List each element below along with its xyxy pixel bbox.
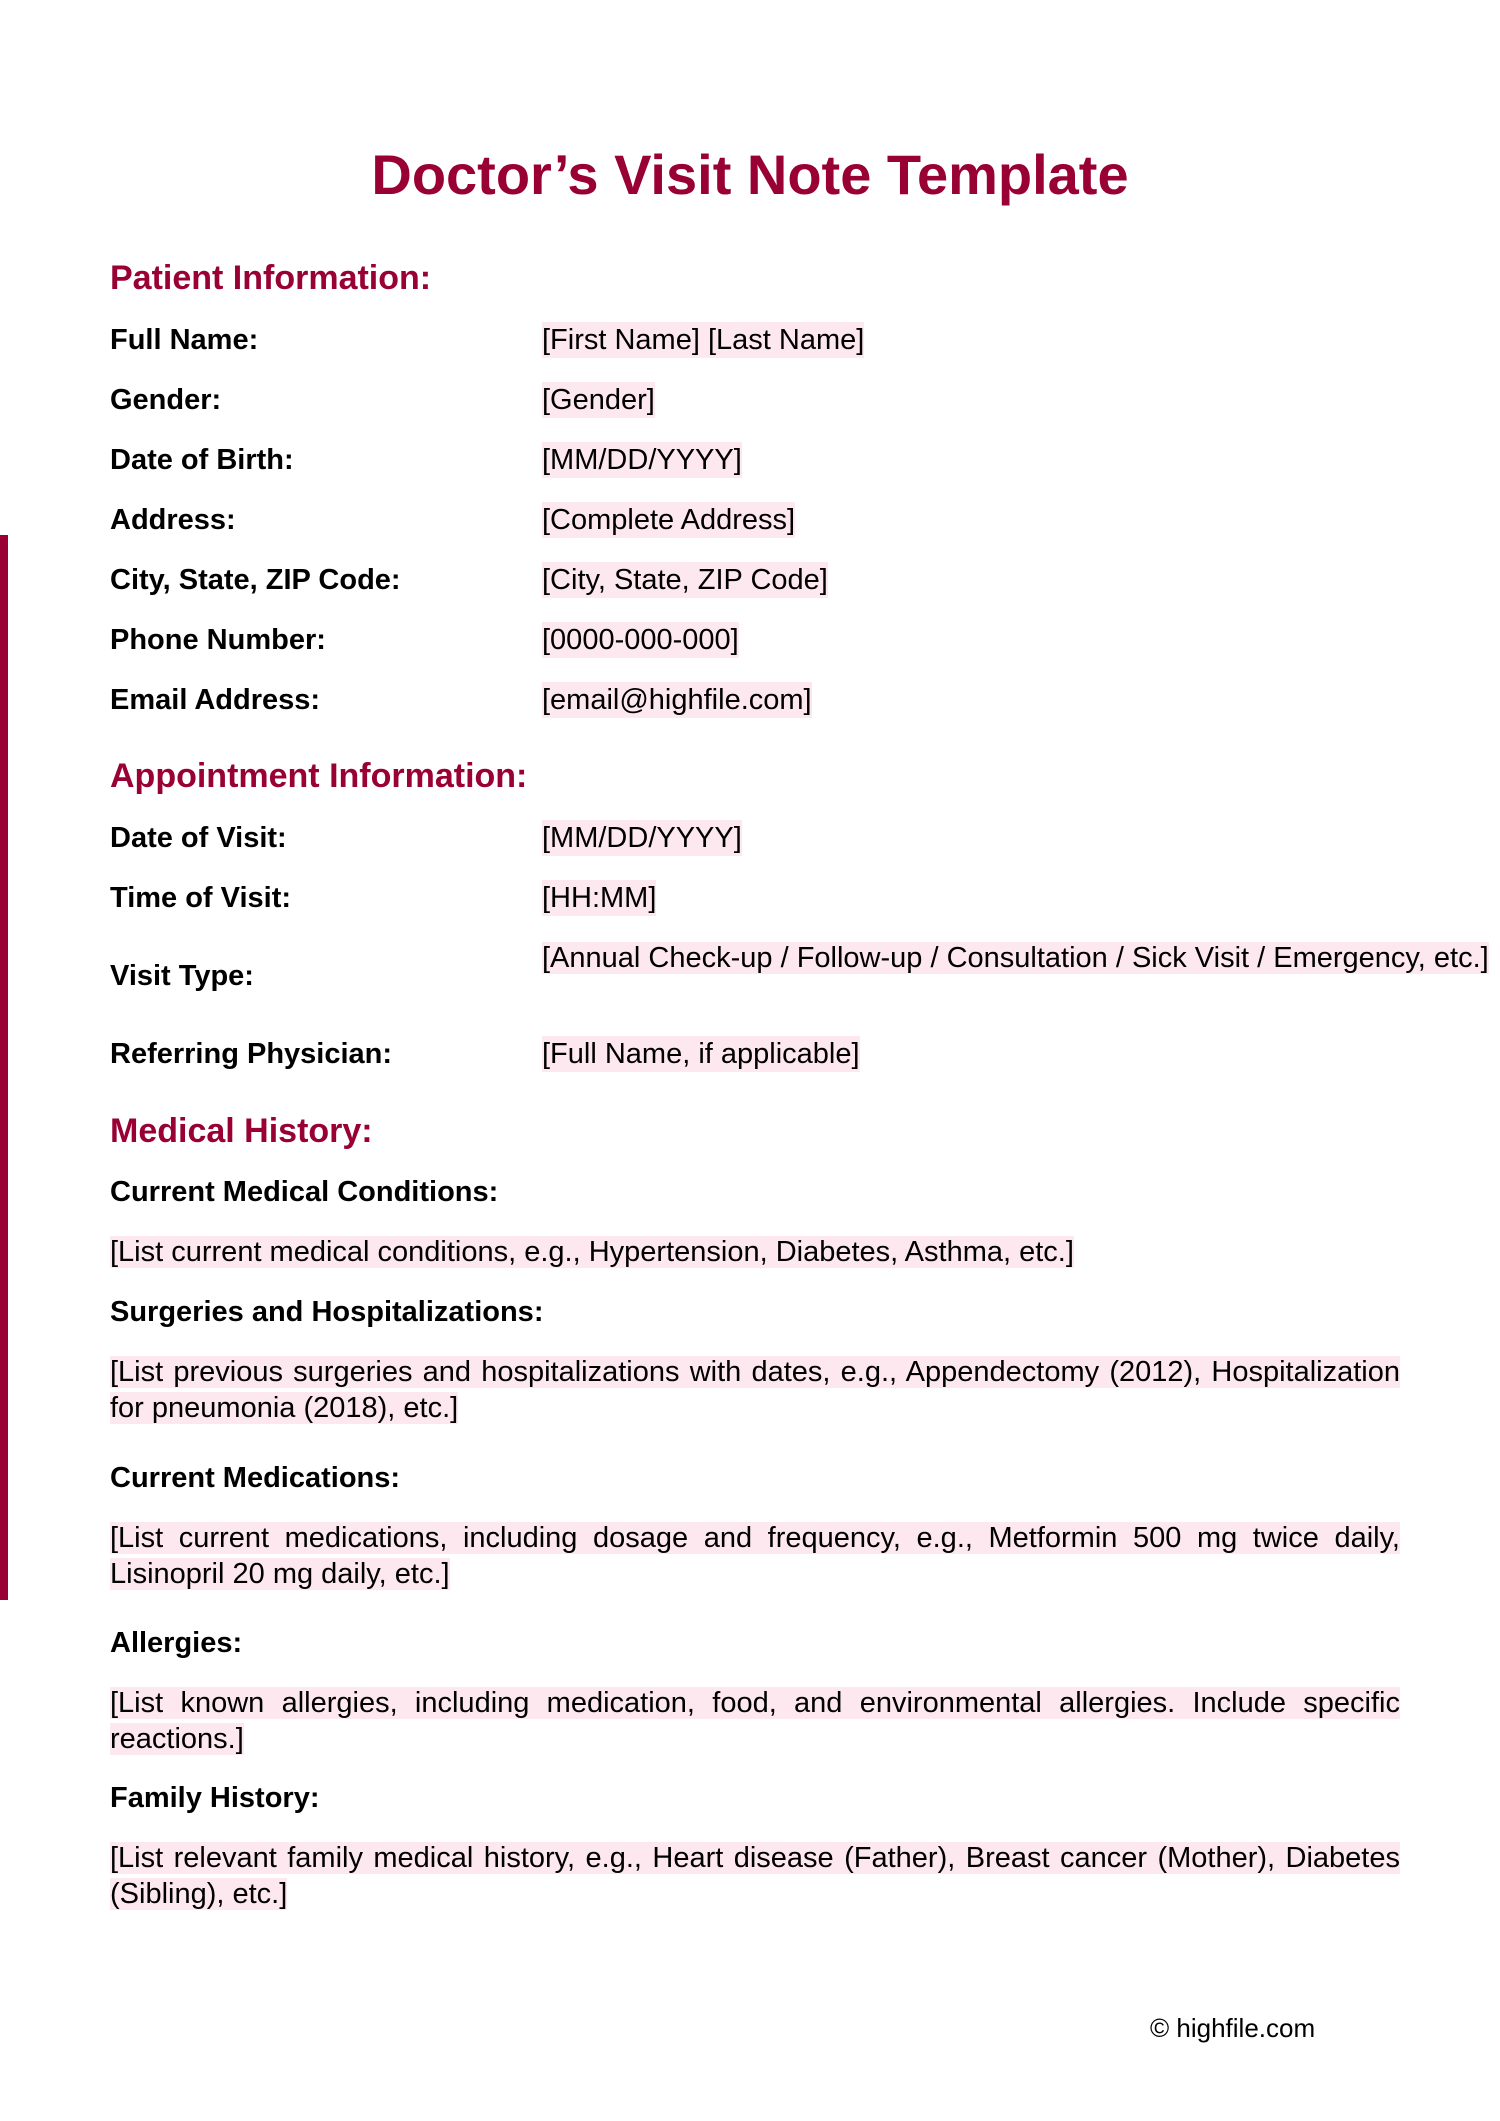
surgeries-label: Surgeries and Hospitalizations: bbox=[110, 1296, 544, 1328]
field-value[interactable]: [MM/DD/YYYY] bbox=[542, 444, 742, 476]
document-title: Doctor’s Visit Note Template bbox=[371, 143, 1129, 206]
field-value[interactable]: [HH:MM] bbox=[542, 882, 657, 914]
field-value[interactable]: [0000-000-000] bbox=[542, 624, 739, 656]
current-conditions-label: Current Medical Conditions: bbox=[110, 1176, 499, 1208]
medications-text[interactable] bbox=[110, 1520, 1400, 1592]
accent-side-bar bbox=[0, 535, 8, 1600]
field-value[interactable]: [Full Name, if applicable] bbox=[542, 1038, 860, 1070]
field-label: Phone Number: bbox=[110, 624, 326, 656]
field-value[interactable]: [MM/DD/YYYY] bbox=[542, 822, 742, 854]
field-label: Full Name: bbox=[110, 324, 259, 356]
field-label: Date of Visit: bbox=[110, 822, 287, 854]
medications-value: [List current medications, including dosage and frequency, e.g., Metformin 500 mg twice daily, Lisinopril 20 mg daily, etc.] bbox=[110, 1522, 1400, 1590]
field-label: Time of Visit: bbox=[110, 882, 292, 914]
allergies-value: [List known allergies, including medication, food, and environmental allergies. Include specific reactions.] bbox=[110, 1687, 1400, 1755]
field-value[interactable]: [City, State, ZIP Code] bbox=[542, 564, 828, 596]
patient-info-heading: Patient Information: bbox=[110, 259, 432, 297]
field-label: City, State, ZIP Code: bbox=[110, 564, 401, 596]
allergies-label: Allergies: bbox=[110, 1627, 243, 1659]
field-label: Visit Type: bbox=[110, 960, 254, 992]
field-label: Referring Physician: bbox=[110, 1038, 393, 1070]
field-value[interactable]: [Complete Address] bbox=[542, 504, 796, 536]
medical-history-heading: Medical History: bbox=[110, 1112, 373, 1150]
field-value[interactable] bbox=[542, 940, 1500, 976]
field-value[interactable]: [email@highfile.com] bbox=[542, 684, 812, 716]
current-conditions-value: [List current medical conditions, e.g., Hypertension, Diabetes, Asthma, etc.] bbox=[110, 1236, 1074, 1268]
footer-copyright: © highfile.com bbox=[1150, 2013, 1316, 2043]
field-value[interactable]: [First Name] [Last Name] bbox=[542, 324, 865, 356]
current-conditions-text[interactable] bbox=[110, 1234, 1400, 1270]
field-value[interactable]: [Gender] bbox=[542, 384, 655, 416]
surgeries-value: [List previous surgeries and hospitalizations with dates, e.g., Appendectomy (2012), Hospitalization for pneumonia (2018), etc.] bbox=[110, 1356, 1400, 1424]
field-value-text: [Annual Check-up / Follow-up / Consultation / Sick Visit / Emergency, etc.] bbox=[542, 942, 1489, 974]
field-label: Address: bbox=[110, 504, 236, 536]
appointment-info-heading: Appointment Information: bbox=[110, 757, 528, 795]
family-history-text[interactable] bbox=[110, 1840, 1400, 1912]
medications-label: Current Medications: bbox=[110, 1462, 401, 1494]
family-history-label: Family History: bbox=[110, 1782, 320, 1814]
surgeries-text[interactable] bbox=[110, 1354, 1400, 1426]
family-history-value: [List relevant family medical history, e.g., Heart disease (Father), Breast cancer (Mother), Diabetes (Sibling), etc.] bbox=[110, 1842, 1400, 1910]
field-label: Email Address: bbox=[110, 684, 321, 716]
field-label: Date of Birth: bbox=[110, 444, 294, 476]
field-label: Gender: bbox=[110, 384, 222, 416]
allergies-text[interactable] bbox=[110, 1685, 1400, 1757]
